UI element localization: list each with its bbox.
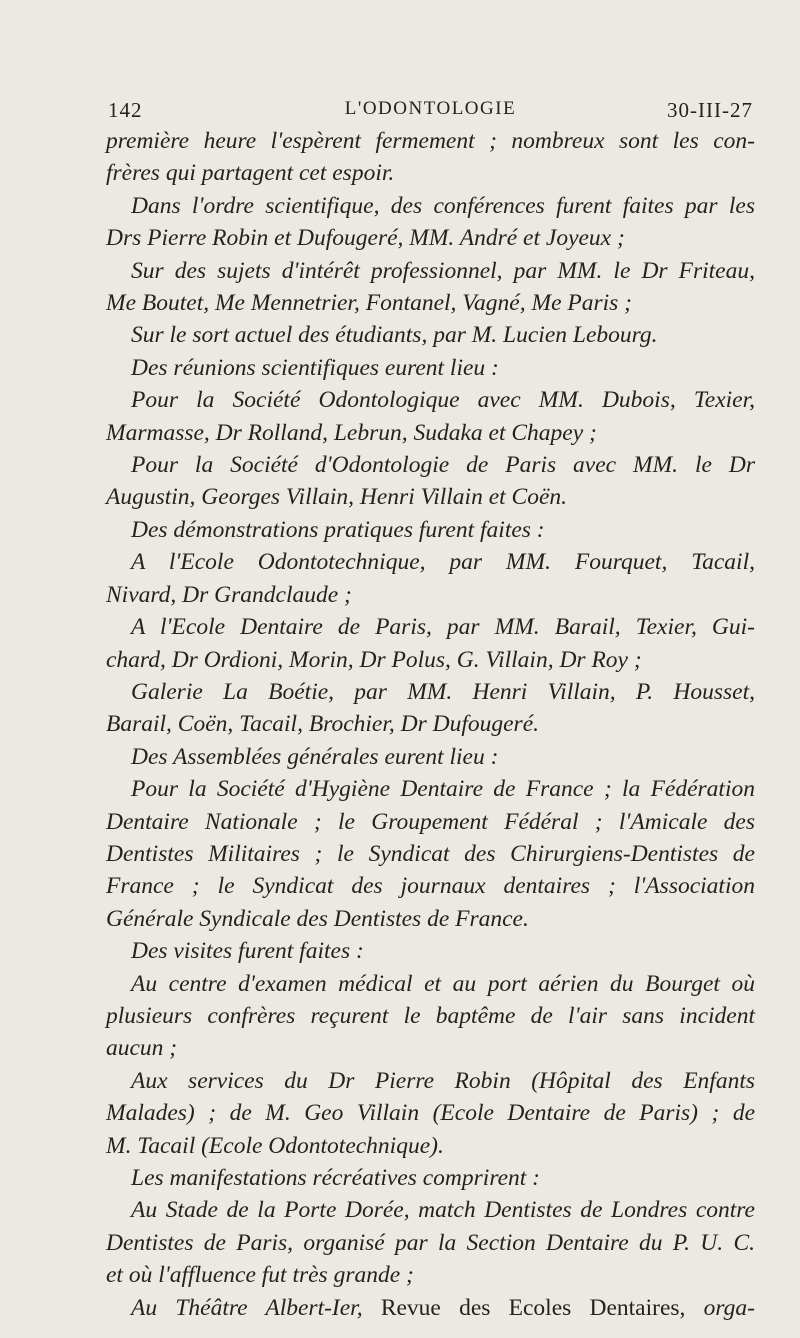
running-title: L'ODONTOLOGIE: [344, 98, 517, 119]
text-line: Galerie La Boétie, par MM. Henri Villain, P. Housset,: [131, 678, 755, 705]
text-line: Sur le sort actuel des étudiants, par M. Lucien Lebourg.: [131, 322, 658, 349]
text-line: Malades) ; de M. Geo Villain (Ecole Dentaire de Paris) ; de: [106, 1100, 755, 1127]
roman-segment: Revue des Ecoles Dentaires,: [362, 1294, 704, 1321]
text-line: Des visites furent faites :: [131, 938, 364, 965]
issue-date: 30-III-27: [667, 98, 753, 122]
text-line: Les manifestations récréatives comprirent :: [131, 1165, 541, 1191]
text-line: Nivard, Dr Grandclaude ;: [106, 581, 352, 608]
text-line: aucun ;: [106, 1035, 178, 1062]
text-line: Des réunions scientifiques eurent lieu :: [131, 354, 499, 381]
text-line: Pour la Société d'Odontologie de Paris avec MM. le Dr: [131, 452, 755, 479]
text-line-final: [106, 1292, 755, 1324]
italic-tail-segment: orga-: [703, 1294, 756, 1321]
text-line: Au Stade de la Porte Dorée, match Dentistes de Londres contre: [131, 1197, 755, 1224]
text-line: Me Boutet, Me Mennetrier, Fontanel, Vagné, Me Paris ;: [106, 290, 632, 317]
text-line: Au centre d'examen médical et au port aérien du Bourget où: [131, 970, 755, 997]
text-line: Dentistes de Paris, organisé par la Section Dentaire du P. U. C.: [106, 1229, 755, 1256]
text-line: Aux services du Dr Pierre Robin (Hôpital des Enfants: [131, 1067, 755, 1094]
text-line: Sur des sujets d'intérêt professionnel, par MM. le Dr Friteau,: [131, 257, 755, 284]
text-line: Dentistes Militaires ; le Syndicat des Chirurgiens-Dentistes de: [106, 840, 755, 867]
text-line: chard, Dr Ordioni, Morin, Dr Polus, G. Villain, Dr Roy ;: [106, 646, 642, 673]
text-line: Augustin, Georges Villain, Henri Villain et Coën.: [106, 484, 568, 511]
text-line: Drs Pierre Robin et Dufougeré, MM. André et Joyeux ;: [106, 225, 625, 252]
text-line: Des démonstrations pratiques furent faites :: [131, 516, 545, 543]
text-line: Générale Syndicale des Dentistes de France.: [106, 905, 529, 932]
text-line: et où l'affluence fut très grande ;: [106, 1262, 414, 1289]
text-line: M. Tacail (Ecole Odontotechnique).: [106, 1132, 444, 1159]
page-number: 142: [108, 98, 143, 122]
text-line: plusieurs confrères reçurent le baptême de l'air sans incident: [106, 1002, 755, 1029]
italic-segment: Au Théâtre Albert-Ier,: [131, 1294, 363, 1321]
text-line: frères qui partagent cet espoir.: [106, 160, 395, 187]
text-line: Dans l'ordre scientifique, des conférences furent faites par les: [131, 192, 755, 219]
text-line: Des Assemblées générales eurent lieu :: [131, 743, 499, 770]
text-line: France ; le Syndicat des journaux dentaires ; l'Association: [106, 873, 755, 900]
text-line: Pour la Société d'Hygiène Dentaire de France ; la Fédération: [131, 776, 755, 803]
text-line: A l'Ecole Dentaire de Paris, par MM. Barail, Texier, Gui-: [131, 614, 755, 641]
text-line: Pour la Société Odontologique avec MM. Dubois, Texier,: [131, 387, 755, 414]
text-line: première heure l'espèrent fermement ; nombreux sont les con-: [106, 128, 755, 154]
body-text: [106, 125, 755, 1324]
text-line: A l'Ecole Odontotechnique, par MM. Fourquet, Tacail,: [131, 549, 755, 576]
text-line: Barail, Coën, Tacail, Brochier, Dr Dufougeré.: [106, 711, 539, 738]
running-header: [108, 98, 753, 128]
text-line: Marmasse, Dr Rolland, Lebrun, Sudaka et Chapey ;: [106, 419, 597, 446]
text-line: Dentaire Nationale ; le Groupement Fédéral ; l'Amicale des: [106, 808, 755, 835]
